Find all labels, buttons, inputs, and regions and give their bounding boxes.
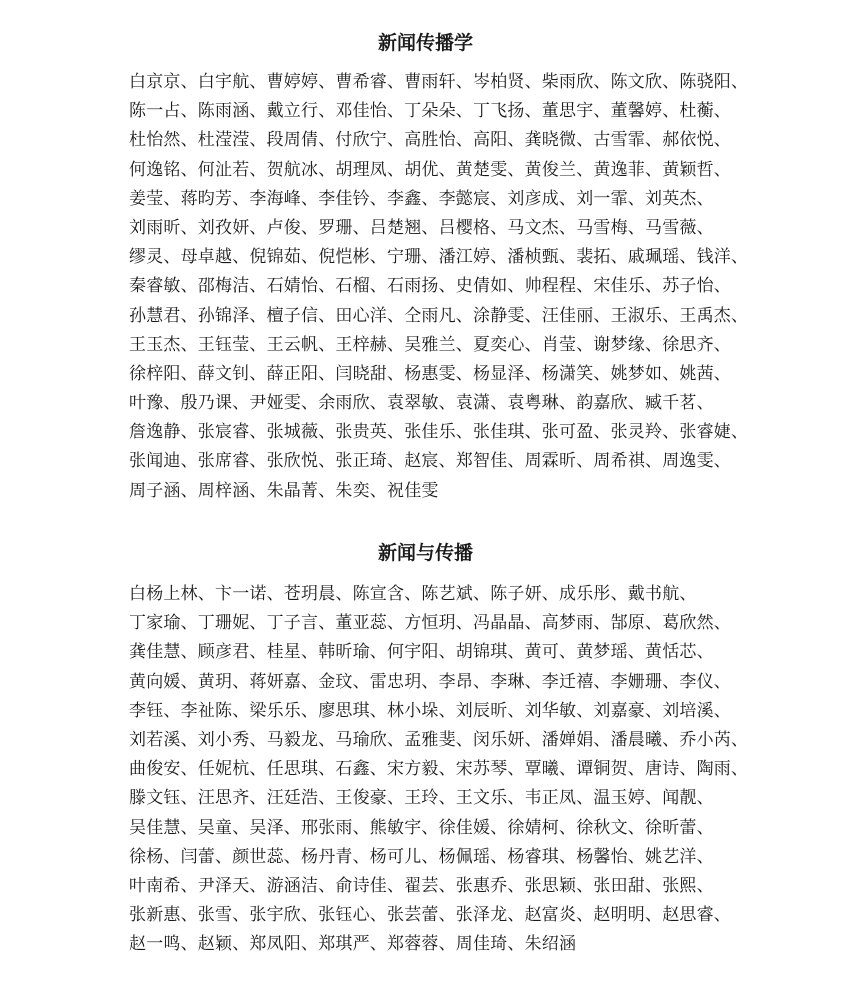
name-line: 曲俊安、任妮杭、任思琪、石鑫、宋方毅、宋苏琴、覃曦、谭铜贺、唐诗、陶雨、 bbox=[129, 759, 749, 780]
name-line: 陈一占、陈雨涵、戴立行、邓佳怡、丁朵朵、丁飞扬、董思宇、董馨婷、杜蘅、 bbox=[129, 101, 731, 122]
name-line: 赵一鸣、赵颖、郑凤阳、郑琪严、郑蓉蓉、周佳琦、朱绍涵 bbox=[129, 934, 577, 955]
name-line: 叶豫、殷乃课、尹娅雯、余雨欣、袁翠敏、袁潇、袁粤琳、韵嘉欣、臧千茗、 bbox=[129, 393, 714, 414]
name-line: 龚佳慧、顾彦君、桂星、韩昕瑜、何宇阳、胡锦琪、黄可、黄梦瑶、黄恬芯、 bbox=[129, 642, 714, 663]
name-line: 秦睿敏、邵梅洁、石婧怡、石榴、石雨扬、史倩如、帅程程、宋佳乐、苏子怡、 bbox=[129, 276, 731, 297]
name-line: 李钰、李祉陈、梁乐乐、廖思琪、林小垛、刘辰昕、刘华敏、刘嘉豪、刘培溪、 bbox=[129, 700, 731, 721]
name-line: 白京京、白宇航、曹婷婷、曹希睿、曹雨轩、岑柏贤、柴雨欣、陈文欣、陈骁阳、 bbox=[129, 72, 749, 92]
name-line: 刘雨昕、刘孜妍、卢俊、罗珊、吕楚翘、吕樱格、马文杰、马雪梅、马雪薇、 bbox=[129, 217, 714, 238]
name-list bbox=[0, 580, 851, 959]
name-line: 滕文钰、汪思齐、汪廷浩、王俊豪、王玲、王文乐、韦正凤、温玉婷、闻靓、 bbox=[129, 788, 714, 809]
name-list bbox=[0, 68, 851, 506]
name-line: 丁家瑜、丁珊妮、丁子言、董亚蕊、方恒玥、冯晶晶、高梦雨、郜原、葛欣然、 bbox=[129, 613, 731, 634]
section-title: 新闻与传播 bbox=[377, 542, 473, 564]
name-line: 王玉杰、王钰莹、王云帆、王梓赫、吴雅兰、夏奕心、肖莹、谢梦缘、徐思齐、 bbox=[129, 334, 731, 355]
name-line: 周子涵、周梓涵、朱晶菁、朱奕、祝佳雯 bbox=[129, 480, 439, 501]
name-line: 徐杨、闫蕾、颜世蕊、杨丹青、杨可儿、杨佩瑶、杨睿琪、杨馨怡、姚艺洋、 bbox=[129, 846, 714, 867]
name-line: 姜莹、蒋昀芳、李海峰、李佳钤、李鑫、李懿宸、刘彦成、刘一霏、刘英杰、 bbox=[129, 188, 714, 209]
section-title: 新闻传播学 bbox=[377, 32, 473, 54]
name-line: 张闻迪、张席睿、张欣悦、张正琦、赵宸、郑智佳、周霖昕、周希祺、周逸雯、 bbox=[129, 451, 731, 472]
name-line: 张新惠、张雪、张宇欣、张钰心、张芸蕾、张泽龙、赵富炎、赵明明、赵思睿、 bbox=[129, 905, 731, 926]
name-line: 詹逸静、张宸睿、张城薇、张贵英、张佳乐、张佳琪、张可盈、张灵羚、张睿婕、 bbox=[129, 422, 749, 443]
name-line: 黄向媛、黄玥、蒋妍嘉、金玟、雷忠玥、李昂、李琳、李迁禧、李姗珊、李仪、 bbox=[129, 671, 731, 692]
name-line: 杜怡然、杜滢滢、段周倩、付欣宁、高胜怡、高阳、龚晓微、古雪霏、郝依悦、 bbox=[129, 130, 731, 151]
name-line: 白杨上林、卞一诺、苍玥晨、陈宣含、陈艺斌、陈子妍、成乐彤、戴书航、 bbox=[129, 584, 697, 604]
name-line: 何逸铭、何沚若、贺航冰、胡理凤、胡优、黄楚雯、黄俊兰、黄逸菲、黄颖哲、 bbox=[129, 159, 731, 180]
name-line: 吴佳慧、吴童、吴泽、邢张雨、熊敏宇、徐佳媛、徐婧柯、徐秋文、徐昕蕾、 bbox=[129, 817, 714, 838]
name-line: 叶南希、尹泽天、游涵洁、俞诗佳、翟芸、张惠乔、张思颖、张田甜、张熙、 bbox=[129, 875, 714, 896]
name-line: 缪灵、母卓越、倪锦茹、倪恺彬、宁珊、潘江婷、潘桢甄、裴拓、戚珮瑶、钱洋、 bbox=[129, 247, 749, 268]
name-line: 刘若溪、刘小秀、马毅龙、马瑜欣、孟雅斐、闵乐妍、潘婵娟、潘晨曦、乔小芮、 bbox=[129, 729, 749, 750]
name-line: 孙慧君、孙锦泽、檀子信、田心洋、仝雨凡、涂静雯、汪佳丽、王淑乐、王禹杰、 bbox=[129, 305, 749, 326]
name-line: 徐梓阳、薛文钊、薛正阳、闫晓甜、杨惠雯、杨显泽、杨潇笑、姚梦如、姚茜、 bbox=[129, 363, 731, 384]
section-journalism-and-communication bbox=[0, 528, 851, 959]
